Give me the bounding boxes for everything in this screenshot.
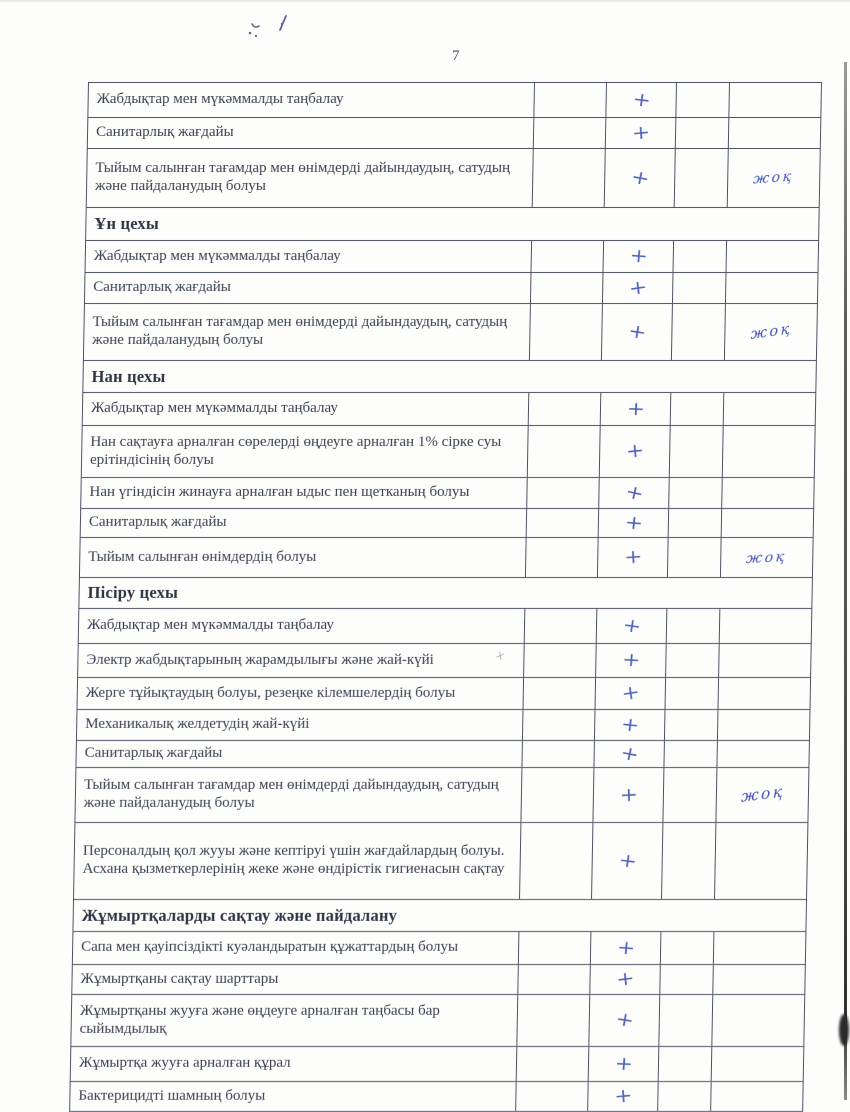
note-cell [718,644,811,677]
criterion-text: Жабдықтар мен мүкәммалды таңбалау [96,91,344,108]
empty-cell [522,710,595,740]
empty-cell [516,1047,589,1081]
mark-cell [589,965,660,994]
handwritten-plus-mark: + [623,545,643,569]
table-row [72,965,805,995]
empty-cell [670,393,724,425]
empty-cell [669,426,723,477]
mark-cell [593,741,663,767]
empty-cell [516,995,589,1046]
criterion-text: Тыйым салынған тағамдар мен өнімдерді дайындаудың, сатудың және пайдаланудың болуы [94,160,511,194]
scan-right-edge-line [844,62,847,1100]
empty-cell [660,932,714,964]
empty-cell [674,149,728,207]
handwritten-note-jok: жоқ [740,782,785,807]
pencil-mark: х [494,647,507,663]
note-cell [713,932,806,964]
empty-cell [658,1047,712,1081]
note-cell [728,83,821,117]
section-header: Ұн цехы [86,208,819,241]
page-number: 7 [452,48,461,64]
empty-cell [524,609,597,643]
criterion-text: Тыйым салынған тағамдар мен өнімдерді дайындаудың, сатудың және пайдаланудың болуы [83,777,499,811]
mark-cell [598,509,669,537]
criterion-text: Санитарлық жағдайы [84,745,223,762]
note-cell [714,823,807,899]
mark-cell [591,823,662,899]
mark-cell [588,995,659,1046]
note-cell [723,393,816,425]
handwritten-plus-mark: + [619,712,641,737]
note-cell [725,273,818,303]
mark-cell [605,83,676,117]
handwritten-plus-mark: + [620,613,643,638]
mark-cell [601,304,672,360]
empty-cell [672,273,726,303]
empty-cell [661,823,715,899]
table-row [83,393,816,426]
criterion-text: Электр жабдықтарының жарамдылығы және жай-күйі [86,651,435,668]
empty-cell [675,118,729,148]
empty-cell [523,644,596,677]
mark-cell [590,932,661,964]
handwritten-note-jok: жоқ [745,548,788,567]
handwritten-plus-mark: + [615,935,636,960]
empty-cell [520,768,593,822]
handwritten-plus-mark: + [612,1084,633,1108]
mark-cell [597,538,668,577]
note-cell [724,304,817,360]
table-row [88,118,821,149]
handwritten-plus-mark: + [628,244,649,268]
empty-cell [521,741,593,767]
empty-cell [525,538,598,577]
mark-cell [596,609,667,643]
empty-cell [530,273,603,303]
handwritten-plus-mark: + [614,966,636,992]
criterion-text: Механикалық желдетудің жай-күйі [85,716,310,733]
table-row [84,304,817,361]
table-row [75,768,808,823]
table-row [81,478,814,509]
criterion-text: Жабдықтар мен мүкәммалды таңбалау [90,400,339,417]
criterion-text: Сапа мен қауіпсіздікті куәландыратын құжаттардың болуы [80,939,459,956]
criterion-text: Жабдықтар мен мүкәммалды таңбалау [86,617,335,634]
table-row [77,710,810,741]
note-cell [721,509,814,537]
handwritten-plus-mark: + [623,510,644,535]
handwritten-plus-mark: + [613,1007,636,1033]
handwritten-plus-mark: + [613,1052,634,1075]
handwritten-plus-mark: + [626,319,648,344]
handwritten-plus-mark: + [630,120,651,145]
note-cell [715,768,808,822]
mark-cell [600,393,671,425]
mark-cell [603,241,674,272]
criterion-text: Нан үгіндісін жинауға арналған ыдыс пен щетканың болуы [89,484,470,501]
scan-right-edge-blob [839,1014,849,1046]
criterion-text: Санитарлық жағдайы [93,279,231,296]
empty-cell [518,932,591,964]
mark-cell [592,768,663,822]
table-row [70,1082,803,1112]
table-row [73,932,806,965]
handwritten-plus-mark: + [618,740,641,767]
empty-cell [527,426,600,477]
empty-cell [532,149,605,207]
empty-cell [657,1082,711,1111]
note-cell [712,965,805,994]
empty-cell [665,644,719,677]
note-cell [711,995,804,1046]
mark-cell [587,1082,658,1111]
table-row [71,1047,804,1082]
empty-cell [662,768,716,822]
empty-cell [523,678,596,709]
note-cell [710,1082,803,1111]
section-header: Пісіру цехы [79,578,812,609]
handwritten-plus-mark: + [625,397,646,420]
empty-cell [671,304,725,360]
mark-cell [594,710,665,740]
empty-cell [526,509,599,537]
note-cell [711,1047,804,1081]
mark-cell [595,644,666,677]
note-cell [722,426,815,477]
empty-cell [533,118,606,148]
note-cell [717,710,810,740]
table [69,82,822,1112]
empty-cell [528,393,601,425]
criterion-text: Жұмыртқаны жууға және өңдеуге арналған таңбасы бар сыйымдылық [79,1002,441,1037]
mark-cell [598,478,669,508]
table-row [78,644,811,678]
criterion-text: Санитарлық жағдайы [95,124,234,141]
empty-cell [517,965,590,994]
criterion-text: Санитарлық жағдайы [88,514,227,531]
table-row [85,273,818,304]
section-header: Жұмыртқаларды сақтау және пайдалану [73,900,806,932]
handwritten-plus-mark: + [618,783,638,806]
empty-cell [531,241,604,272]
empty-cell [663,741,716,767]
criterion-text: Жұмыртқа жууға арналған құрал [78,1055,291,1072]
table-row [76,741,808,768]
note-cell [718,678,811,709]
note-cell [719,609,812,643]
handwritten-plus-mark: + [616,848,638,873]
handwritten-plus-mark: + [624,439,645,463]
mark-cell [588,1047,659,1081]
handwritten-note-jok: жоқ [750,320,792,343]
handwritten-plus-mark: + [627,275,649,300]
handwritten-plus-mark: + [630,87,652,112]
criterion-text: Бактерицидті шамның болуы [78,1087,266,1104]
table-row [81,509,814,538]
empty-cell [515,1082,588,1111]
note-cell [716,741,808,767]
criterion-text: Персоналдың қол жууы және кептіруі үшін жағдайлардың болуы. Асхана қызметкерлерінің жеке және өндірістік гигиенасын сақтау [82,843,505,877]
empty-cell [529,304,602,360]
empty-cell [664,710,718,740]
table-row [74,823,807,900]
empty-cell [667,538,721,577]
ink-scribble [242,10,302,46]
mark-cell [604,149,675,207]
handwritten-plus-mark: + [628,165,651,190]
handwritten-plus-mark: + [619,680,641,706]
note-cell [726,241,819,272]
mark-cell [605,118,676,148]
mark-cell [599,426,670,477]
note-cell [728,118,821,148]
criterion-text: Тыйым салынған тағамдар мен өнімдерді дайындаудың, сатудың және пайдаланудың болуы [92,314,508,348]
empty-cell [658,995,712,1046]
empty-cell [665,678,719,709]
mark-cell [595,678,666,709]
criterion-text: Нан сақтауға арналған сөрелерді өңдеуге арналған 1% сірке суы ерітіндісінің болуы [89,433,502,468]
table-row [82,426,815,478]
empty-cell [668,478,722,508]
table-row [80,538,813,578]
note-cell [721,478,814,508]
criterion-text: Тыйым салынған өнімдердің болуы [88,548,317,565]
table-row [85,241,818,273]
criterion-text: Жұмыртқаны сақтау шарттары [80,970,279,987]
empty-cell [526,478,599,508]
table-row [79,609,812,644]
empty-cell [673,241,727,272]
handwritten-plus-mark: + [622,479,646,506]
scan-top-edge [0,0,850,3]
note-cell [727,149,820,207]
table-row [77,678,810,710]
empty-cell [659,965,713,994]
criterion-text: Жабдықтар мен мүкәммалды таңбалау [93,247,341,264]
note-cell [720,538,813,577]
table-row [88,83,821,118]
empty-cell [668,509,722,537]
handwritten-plus-mark: + [621,648,641,672]
mark-cell [602,273,673,303]
empty-cell [675,83,729,117]
table-row [71,995,804,1047]
table-row [87,149,820,208]
section-header: Нан цехы [83,361,816,393]
empty-cell [666,609,720,643]
empty-cell [519,823,592,899]
criterion-text: Жерге тұйықтаудың болуы, резеңке кілемшелердің болуы [85,684,456,701]
empty-cell [533,83,606,117]
handwritten-note-jok: жоқ [752,168,795,188]
